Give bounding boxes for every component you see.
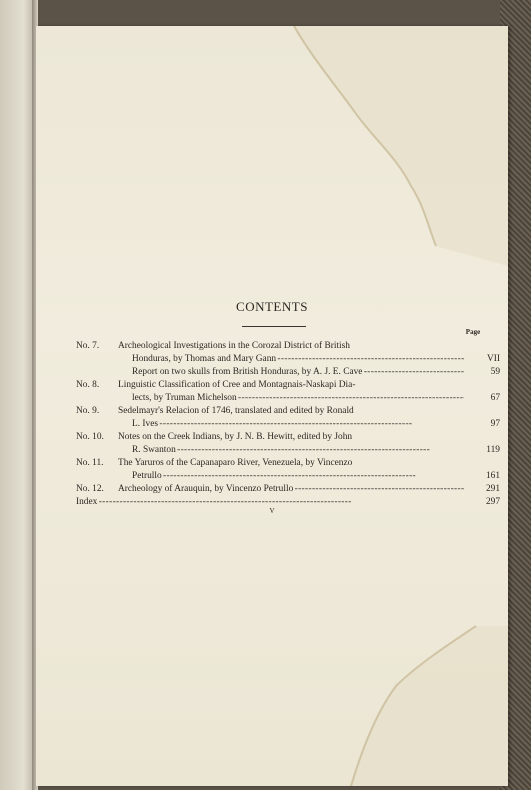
entry-number: No. 12.	[76, 484, 104, 494]
toc-line	[76, 483, 500, 496]
page-folio: V	[269, 507, 275, 515]
toc-line	[76, 457, 500, 470]
entry-title: Petrullo - - -	[132, 470, 464, 483]
entry-title: L. Ives - - -	[132, 418, 464, 431]
entry-page: VII	[486, 354, 500, 364]
entry-title: The Yaruros of the Capanaparo River, Venezuela, by Vincenzo	[118, 458, 353, 468]
heading-rule	[242, 326, 306, 327]
facing-page-edge	[0, 0, 34, 790]
entry-number: No. 9.	[76, 406, 100, 416]
entry-page: 119	[486, 445, 500, 455]
entry-title: Sedelmayr's Relacion of 1746, translated and edited by Ronald	[118, 406, 354, 416]
entry-page: 161	[485, 471, 500, 481]
toc-line	[76, 418, 500, 431]
page-column-header: Page	[465, 328, 481, 336]
entry-title: Notes on the Creek Indians, by J. N. B. Hewitt, edited by John	[118, 432, 353, 442]
entry-page: 67	[490, 393, 500, 403]
entry-page: 59	[490, 367, 500, 377]
entry-number: No. 8.	[76, 380, 100, 390]
toc-line	[76, 353, 500, 366]
toc-line	[76, 444, 500, 457]
toc-line	[76, 379, 500, 392]
entry-title: R. Swanton - - -	[132, 444, 464, 457]
entry-number: No. 10.	[76, 432, 104, 442]
toc-line	[76, 340, 500, 353]
toc-line	[76, 405, 500, 418]
entry-page: 97	[490, 419, 500, 429]
entry-title: Report on two skulls from British Honduras, by A. J. E. Cave - - -	[132, 366, 464, 379]
toc-line	[76, 366, 500, 379]
entry-number: No. 11.	[76, 458, 104, 468]
entry-title: Linguistic Classification of Cree and Montagnais-Naskapi Dia-	[118, 380, 356, 390]
entry-number: No. 7.	[76, 341, 100, 351]
entry-page: 291	[485, 484, 500, 494]
entry-page: 297	[485, 497, 500, 507]
entry-title: Honduras, by Thomas and Mary Gann - - -	[132, 353, 464, 366]
entry-title: Archeological Investigations in the Corozal District of British	[118, 341, 350, 351]
toc-line	[76, 431, 500, 444]
book-page	[36, 26, 508, 786]
toc-line	[76, 392, 500, 405]
toc-line	[76, 470, 500, 483]
index-entry-title: Index - - -	[76, 496, 464, 509]
entry-title: Archeology of Arauquin, by Vincenzo Petrullo - - -	[118, 483, 464, 496]
contents-heading: CONTENTS	[236, 299, 308, 314]
entry-title: lects, by Truman Michelson - - -	[132, 392, 464, 405]
